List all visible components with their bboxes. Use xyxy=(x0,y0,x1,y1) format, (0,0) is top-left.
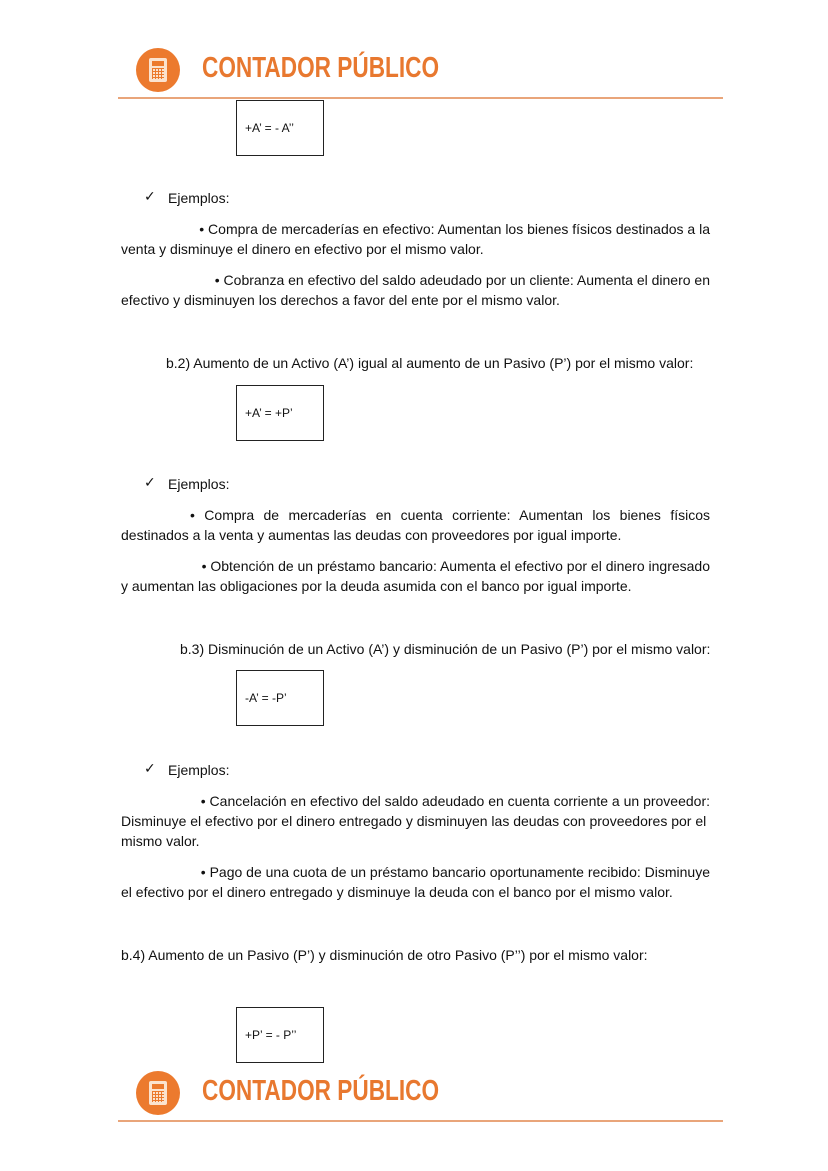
example-line: y aumentan las obligaciones por la deuda asumida con el banco por igual importe. xyxy=(121,578,632,594)
example-line: efectivo y disminuyen los derechos a favor del ente por el mismo valor. xyxy=(121,292,560,308)
footer-rule xyxy=(118,1120,723,1122)
example-line: venta y disminuye el dinero en efectivo por el mismo valor. xyxy=(121,241,484,257)
example-line: destinados a la venta y aumentas las deudas con proveedores por igual importe. xyxy=(121,527,622,543)
example-line: el efectivo por el dinero entregado y disminuye la deuda con el banco por el mismo valor. xyxy=(121,884,673,900)
logo-footer xyxy=(136,1071,180,1115)
section-heading: b.3) Disminución de un Activo (A’) y disminución de un Pasivo (P’) por el mismo valor: xyxy=(180,641,711,657)
calculator-icon xyxy=(149,1081,167,1105)
examples-label: Ejemplos: xyxy=(168,762,230,778)
brand-title-footer: CONTADOR PÚBLICO xyxy=(202,1075,440,1107)
check-icon: ✓ xyxy=(144,474,156,490)
formula-box: +P’ = - P’’ xyxy=(236,1007,324,1063)
examples-label: Ejemplos: xyxy=(168,476,230,492)
header-rule xyxy=(118,97,723,99)
calculator-icon xyxy=(149,58,167,82)
examples-label: Ejemplos: xyxy=(168,190,230,206)
formula-box: -A’ = -P’ xyxy=(236,670,324,726)
formula-box: +A’ = +P’ xyxy=(236,385,324,441)
example-line: Disminuye el efectivo por el dinero entregado y disminuyen las deudas con proveedores por el xyxy=(121,813,707,829)
example-line: • Cobranza en efectivo del saldo adeudado por un cliente: Aumenta el dinero en xyxy=(214,272,710,288)
formula-box: +A’ = - A’’ xyxy=(236,100,324,156)
example-line: • Cancelación en efectivo del saldo adeudado en cuenta corriente a un proveedor: xyxy=(200,793,710,809)
example-line: • Pago de una cuota de un préstamo bancario oportunamente recibido: Disminuye xyxy=(200,864,710,880)
example-line: • Compra de mercaderías en efectivo: Aumentan los bienes físicos destinados a la xyxy=(199,221,710,237)
example-line: mismo valor. xyxy=(121,833,200,849)
check-icon: ✓ xyxy=(144,760,156,776)
section-heading: b.2) Aumento de un Activo (A’) igual al aumento de un Pasivo (P’) por el mismo valor: xyxy=(166,355,694,371)
example-line: • Obtención de un préstamo bancario: Aumenta el efectivo por el dinero ingresado xyxy=(201,558,710,574)
check-icon: ✓ xyxy=(144,188,156,204)
logo-header xyxy=(136,48,180,92)
brand-title: CONTADOR PÚBLICO xyxy=(202,52,440,84)
example-line: • Compra de mercaderías en cuenta corriente: Aumentan los bienes físicos xyxy=(190,507,710,523)
section-heading: b.4) Aumento de un Pasivo (P’) y disminución de otro Pasivo (P’’) por el mismo valor: xyxy=(121,947,648,963)
